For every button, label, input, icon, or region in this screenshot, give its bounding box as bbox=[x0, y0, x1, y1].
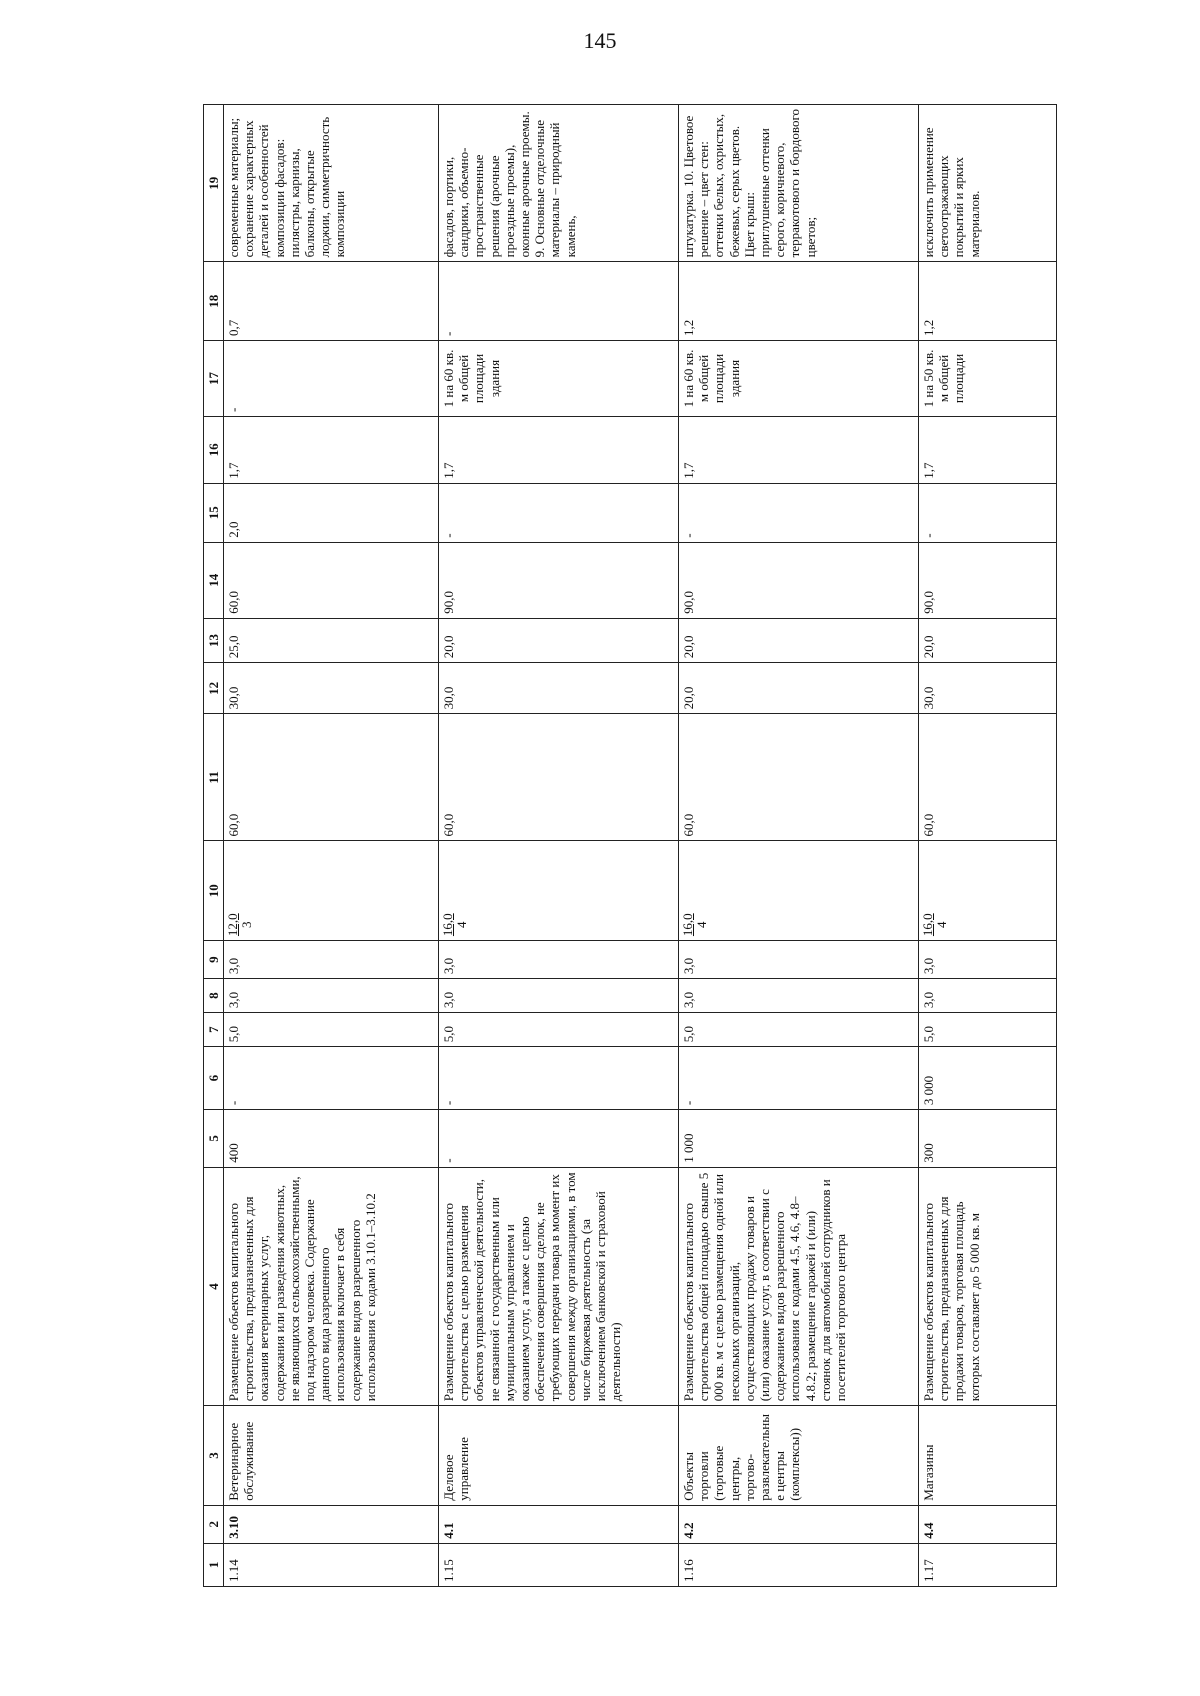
header-cell: 9 bbox=[204, 941, 224, 979]
value-cell-11: 60,0 bbox=[679, 714, 919, 841]
value-cell-18: - bbox=[439, 262, 679, 341]
value-cell-13: 25,0 bbox=[224, 618, 439, 663]
height-value: 16,0 bbox=[920, 913, 935, 937]
header-cell: 6 bbox=[204, 1047, 224, 1110]
value-cell-16: 1,7 bbox=[919, 416, 1057, 483]
value-cell-16: 1,7 bbox=[679, 416, 919, 483]
height-floors-cell bbox=[919, 841, 1057, 941]
height-floors-cell bbox=[679, 841, 919, 941]
code-cell: 4.4 bbox=[919, 1505, 1057, 1543]
header-cell: 12 bbox=[204, 663, 224, 714]
table-row bbox=[439, 105, 679, 1587]
value-cell-12: 20,0 bbox=[679, 663, 919, 714]
description-cell: Размещение объектов капитального строительства с целью размещения объектов управленческой деятельности, не связанной с государственным или муниципальным управлением и оказанием услуг, а также с целью обеспечения совершения сделок, не требующих передачи товара в момент их совершения между организациями, в том числе биржевая деятельность (за исключением банковской и страховой деятельности) bbox=[439, 1167, 679, 1405]
min-area-cell: - bbox=[439, 1110, 679, 1168]
height-value: 16,0 bbox=[440, 913, 455, 937]
header-cell: 4 bbox=[204, 1167, 224, 1405]
header-cell: 7 bbox=[204, 1013, 224, 1047]
value-cell-13: 20,0 bbox=[919, 618, 1057, 663]
row-number-cell: 1.16 bbox=[679, 1543, 919, 1586]
value-cell-7: 5,0 bbox=[919, 1013, 1057, 1047]
value-cell-8: 3,0 bbox=[679, 979, 919, 1013]
code-cell: 4.1 bbox=[439, 1505, 679, 1543]
value-cell-13: 20,0 bbox=[439, 618, 679, 663]
header-cell: 3 bbox=[204, 1406, 224, 1506]
requirements-cell: фасадов, портики, сандрики, объемно-пространственные решения (арочные проездные проемы), оконные арочные проемы. 9. Основные отделочные материалы – природный камень, bbox=[439, 105, 679, 262]
floors-value: 4 bbox=[933, 921, 949, 928]
value-cell-12: 30,0 bbox=[439, 663, 679, 714]
header-cell: 5 bbox=[204, 1110, 224, 1168]
header-cell: 15 bbox=[204, 483, 224, 542]
value-cell-15: - bbox=[919, 483, 1057, 542]
value-cell-14: 60,0 bbox=[224, 542, 439, 618]
requirements-cell: современные материалы; сохранение характерных деталей и особенностей композиции фасадов: пилястры, карнизы, балконы, открытые лоджии, симметричность композиции bbox=[224, 105, 439, 262]
header-cell: 13 bbox=[204, 618, 224, 663]
value-cell-14: 90,0 bbox=[919, 542, 1057, 618]
page-number: 145 bbox=[583, 28, 617, 53]
parking-cell: 1 на 60 кв. м общей площади здания bbox=[679, 340, 919, 416]
table-row bbox=[224, 105, 439, 1587]
value-cell-9: 3,0 bbox=[439, 941, 679, 979]
header-cell: 2 bbox=[204, 1505, 224, 1543]
value-cell-15: 2,0 bbox=[224, 483, 439, 542]
max-area-cell: - bbox=[439, 1047, 679, 1110]
header-cell: 11 bbox=[204, 714, 224, 841]
value-cell-16: 1,7 bbox=[224, 416, 439, 483]
header-cell: 1 bbox=[204, 1543, 224, 1586]
value-cell-16: 1,7 bbox=[439, 416, 679, 483]
use-type-cell: Ветеринарное обслуживание bbox=[224, 1406, 439, 1506]
header-cell: 17 bbox=[204, 340, 224, 416]
value-cell-14: 90,0 bbox=[439, 542, 679, 618]
max-area-cell: 3 000 bbox=[919, 1047, 1057, 1110]
floors-value: 3 bbox=[238, 921, 254, 928]
value-cell-12: 30,0 bbox=[224, 663, 439, 714]
code-cell: 3.10 bbox=[224, 1505, 439, 1543]
header-cell: 14 bbox=[204, 542, 224, 618]
value-cell-8: 3,0 bbox=[439, 979, 679, 1013]
max-area-cell: - bbox=[224, 1047, 439, 1110]
min-area-cell: 1 000 bbox=[679, 1110, 919, 1168]
use-type-cell: Деловое управление bbox=[439, 1406, 679, 1506]
value-cell-12: 30,0 bbox=[919, 663, 1057, 714]
rotated-table-container bbox=[203, 104, 1055, 1587]
height-value: 16,0 bbox=[680, 913, 695, 937]
value-cell-13: 20,0 bbox=[679, 618, 919, 663]
parking-cell: 1 на 60 кв. м общей площади здания bbox=[439, 340, 679, 416]
value-cell-9: 3,0 bbox=[919, 941, 1057, 979]
value-cell-18: 1,2 bbox=[679, 262, 919, 341]
zoning-regulations-table bbox=[203, 104, 1057, 1587]
value-cell-18: 0,7 bbox=[224, 262, 439, 341]
value-cell-7: 5,0 bbox=[679, 1013, 919, 1047]
requirements-cell: исключить применение светоотражающих покрытий и ярких материалов. bbox=[919, 105, 1057, 262]
height-floors-cell bbox=[439, 841, 679, 941]
value-cell-8: 3,0 bbox=[224, 979, 439, 1013]
value-cell-11: 60,0 bbox=[439, 714, 679, 841]
use-type-cell: Магазины bbox=[919, 1406, 1057, 1506]
row-number-cell: 1.14 bbox=[224, 1543, 439, 1586]
header-cell: 8 bbox=[204, 979, 224, 1013]
header-row bbox=[204, 105, 224, 1587]
floors-value: 4 bbox=[453, 921, 469, 928]
min-area-cell: 300 bbox=[919, 1110, 1057, 1168]
value-cell-8: 3,0 bbox=[919, 979, 1057, 1013]
value-cell-7: 5,0 bbox=[224, 1013, 439, 1047]
value-cell-15: - bbox=[439, 483, 679, 542]
height-value: 12,0 bbox=[225, 913, 240, 937]
description-cell: Размещение объектов капитального строительства, предназначенных для продажи товаров, торговая площадь которых составляет до 5 000 кв. м bbox=[919, 1167, 1057, 1405]
value-cell-11: 60,0 bbox=[919, 714, 1057, 841]
requirements-cell: штукатурка. 10. Цветовое решение – цвет стен: оттенки белых, охристых, бежевых, серых цветов. Цвет крыш: приглушенные оттенки серого, коричневого, терракотового и бордового цветов; bbox=[679, 105, 919, 262]
row-number-cell: 1.15 bbox=[439, 1543, 679, 1586]
parking-cell: - bbox=[224, 340, 439, 416]
header-cell: 18 bbox=[204, 262, 224, 341]
table-row bbox=[919, 105, 1057, 1587]
row-number-cell: 1.17 bbox=[919, 1543, 1057, 1586]
value-cell-14: 90,0 bbox=[679, 542, 919, 618]
header-cell: 19 bbox=[204, 105, 224, 262]
min-area-cell: 400 bbox=[224, 1110, 439, 1168]
value-cell-15: - bbox=[679, 483, 919, 542]
description-cell: Размещение объектов капитального строительства, предназначенных для оказания ветеринарных услуг, содержания или разведения животных, не являющихся сельскохозяйственными, под надзором человека. Содержание данного вида разрешенного использования включает в себя содержание видов разрешенного использования с кодами 3.10.1–3.10.2 bbox=[224, 1167, 439, 1405]
height-floors-cell bbox=[224, 841, 439, 941]
code-cell: 4.2 bbox=[679, 1505, 919, 1543]
max-area-cell: - bbox=[679, 1047, 919, 1110]
value-cell-9: 3,0 bbox=[679, 941, 919, 979]
parking-cell: 1 на 50 кв. м общей площади bbox=[919, 340, 1057, 416]
header-cell: 16 bbox=[204, 416, 224, 483]
value-cell-7: 5,0 bbox=[439, 1013, 679, 1047]
floors-value: 4 bbox=[693, 921, 709, 928]
value-cell-18: 1,2 bbox=[919, 262, 1057, 341]
table-row bbox=[679, 105, 919, 1587]
value-cell-9: 3,0 bbox=[224, 941, 439, 979]
use-type-cell: Объекты торговли (торговые центры, торгово-развлекательные центры (комплексы)) bbox=[679, 1406, 919, 1506]
value-cell-11: 60,0 bbox=[224, 714, 439, 841]
description-cell: Размещение объектов капитального строительства общей площадью свыше 5 000 кв. м с целью размещения одной или нескольких организаций, осуществляющих продажу товаров и (или) оказание услуг, в соответствии с содержанием видов разрешенного использования с кодами 4.5, 4.6, 4.8–4.8.2; размещение гаражей и (или) стоянок для автомобилей сотрудников и посетителей торгового центра bbox=[679, 1167, 919, 1405]
header-cell: 10 bbox=[204, 841, 224, 941]
